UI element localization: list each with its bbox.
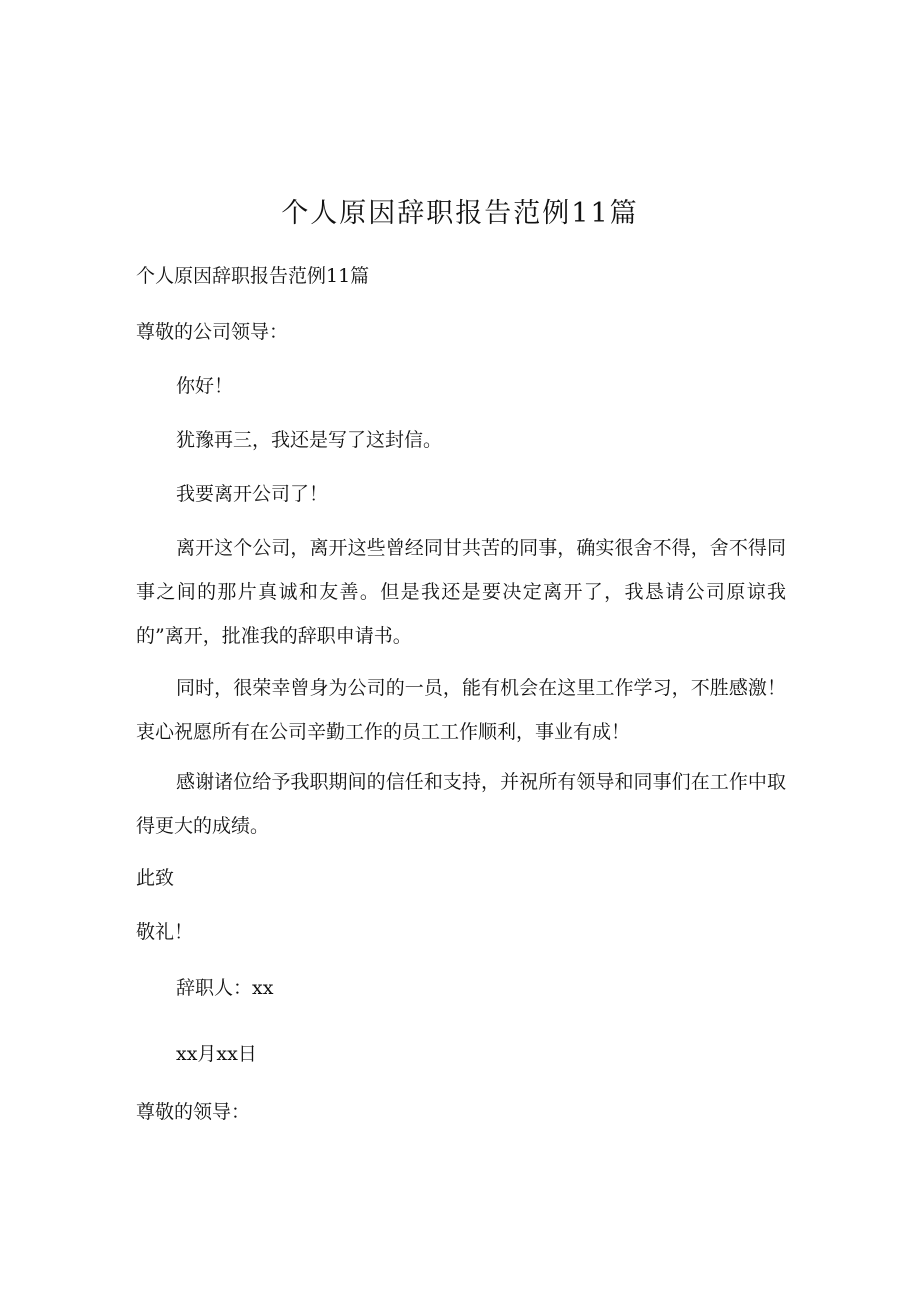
paragraph-gratitude: 同时，很荣幸曾身为公司的一员，能有机会在这里工作学习，不胜感激！衷心祝愿所有在公司辛勤工作的员工工作顺利，事业有成！ — [136, 677, 786, 743]
paragraph-farewell: 离开这个公司，离开这些曾经同甘共苦的同事，确实很舍不得，舍不得同事之间的那片真诚和友善。但是我还是要决定离开了，我恳请公司原谅我的”离开，批准我的辞职申请书。 — [136, 537, 786, 647]
paragraph-hesitation: 犹豫再三，我还是写了这封信。 — [176, 429, 443, 451]
document-subtitle: 个人原因辞职报告范例11篇 — [136, 265, 370, 287]
closing-zhici: 此致 — [136, 867, 175, 889]
date-line: xx月xx日 — [176, 1043, 257, 1065]
document-title: 个人原因辞职报告范例11篇 — [281, 198, 639, 229]
paragraph-thanks: 感谢诸位给予我职期间的信任和支持，并祝所有领导和同事们在工作中取得更大的成绩。 — [136, 771, 786, 837]
closing-jingli: 敬礼！ — [136, 921, 194, 943]
salutation: 尊敬的公司领导： — [136, 321, 289, 343]
paragraph-leaving: 我要离开公司了！ — [176, 483, 329, 505]
signer-line: 辞职人：xx — [176, 977, 274, 999]
salutation-second: 尊敬的领导： — [136, 1101, 251, 1123]
greeting: 你好！ — [176, 375, 234, 397]
